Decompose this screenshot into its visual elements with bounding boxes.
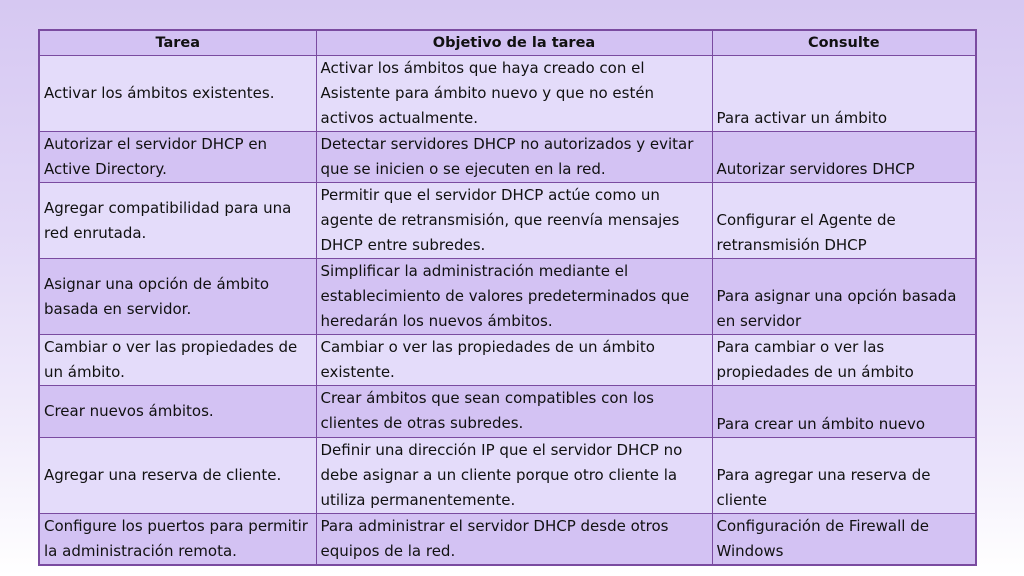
task-cell: Cambiar o ver las propiedades de un ámbito.: [39, 335, 316, 386]
table-row: [39, 335, 976, 386]
reference-cell: Para agregar una reserva de cliente: [712, 438, 976, 514]
header-tarea: Tarea: [39, 30, 316, 56]
reference-cell: Configuración de Firewall de Windows: [712, 514, 976, 566]
reference-cell: Para activar un ámbito: [712, 56, 976, 132]
reference-cell: Para crear un ámbito nuevo: [712, 386, 976, 438]
reference-cell: Autorizar servidores DHCP: [712, 132, 976, 183]
reference-cell: Configurar el Agente de retransmisión DHCP: [712, 183, 976, 259]
table-row: [39, 259, 976, 335]
task-cell: Configure los puertos para permitir la administración remota.: [39, 514, 316, 566]
objective-cell: Crear ámbitos que sean compatibles con los clientes de otras subredes.: [316, 386, 712, 438]
table-row: [39, 386, 976, 438]
objective-cell: Para administrar el servidor DHCP desde otros equipos de la red.: [316, 514, 712, 566]
task-cell: Agregar una reserva de cliente.: [39, 438, 316, 514]
objective-cell: Cambiar o ver las propiedades de un ámbito existente.: [316, 335, 712, 386]
task-cell: Asignar una opción de ámbito basada en servidor.: [39, 259, 316, 335]
dhcp-tasks-table: [38, 29, 977, 566]
objective-cell: Activar los ámbitos que haya creado con el Asistente para ámbito nuevo y que no estén activos actualmente.: [316, 56, 712, 132]
task-cell: Autorizar el servidor DHCP en Active Directory.: [39, 132, 316, 183]
objective-cell: Simplificar la administración mediante el establecimiento de valores predeterminados que heredarán los nuevos ámbitos.: [316, 259, 712, 335]
header-objetivo: Objetivo de la tarea: [316, 30, 712, 56]
table-row: [39, 132, 976, 183]
task-cell: Agregar compatibilidad para una red enrutada.: [39, 183, 316, 259]
slide: [38, 29, 975, 566]
task-cell: Crear nuevos ámbitos.: [39, 386, 316, 438]
objective-cell: Detectar servidores DHCP no autorizados y evitar que se inicien o se ejecuten en la red.: [316, 132, 712, 183]
table-row: [39, 438, 976, 514]
objective-cell: Permitir que el servidor DHCP actúe como un agente de retransmisión, que reenvía mensajes DHCP entre subredes.: [316, 183, 712, 259]
reference-cell: Para cambiar o ver las propiedades de un ámbito: [712, 335, 976, 386]
table-header-row: [39, 30, 976, 56]
table-row: [39, 514, 976, 566]
task-cell: Activar los ámbitos existentes.: [39, 56, 316, 132]
table-row: [39, 183, 976, 259]
objective-cell: Definir una dirección IP que el servidor DHCP no debe asignar a un cliente porque otro cliente la utiliza permanentemente.: [316, 438, 712, 514]
reference-cell: Para asignar una opción basada en servidor: [712, 259, 976, 335]
table-row: [39, 56, 976, 132]
header-consulte: Consulte: [712, 30, 976, 56]
